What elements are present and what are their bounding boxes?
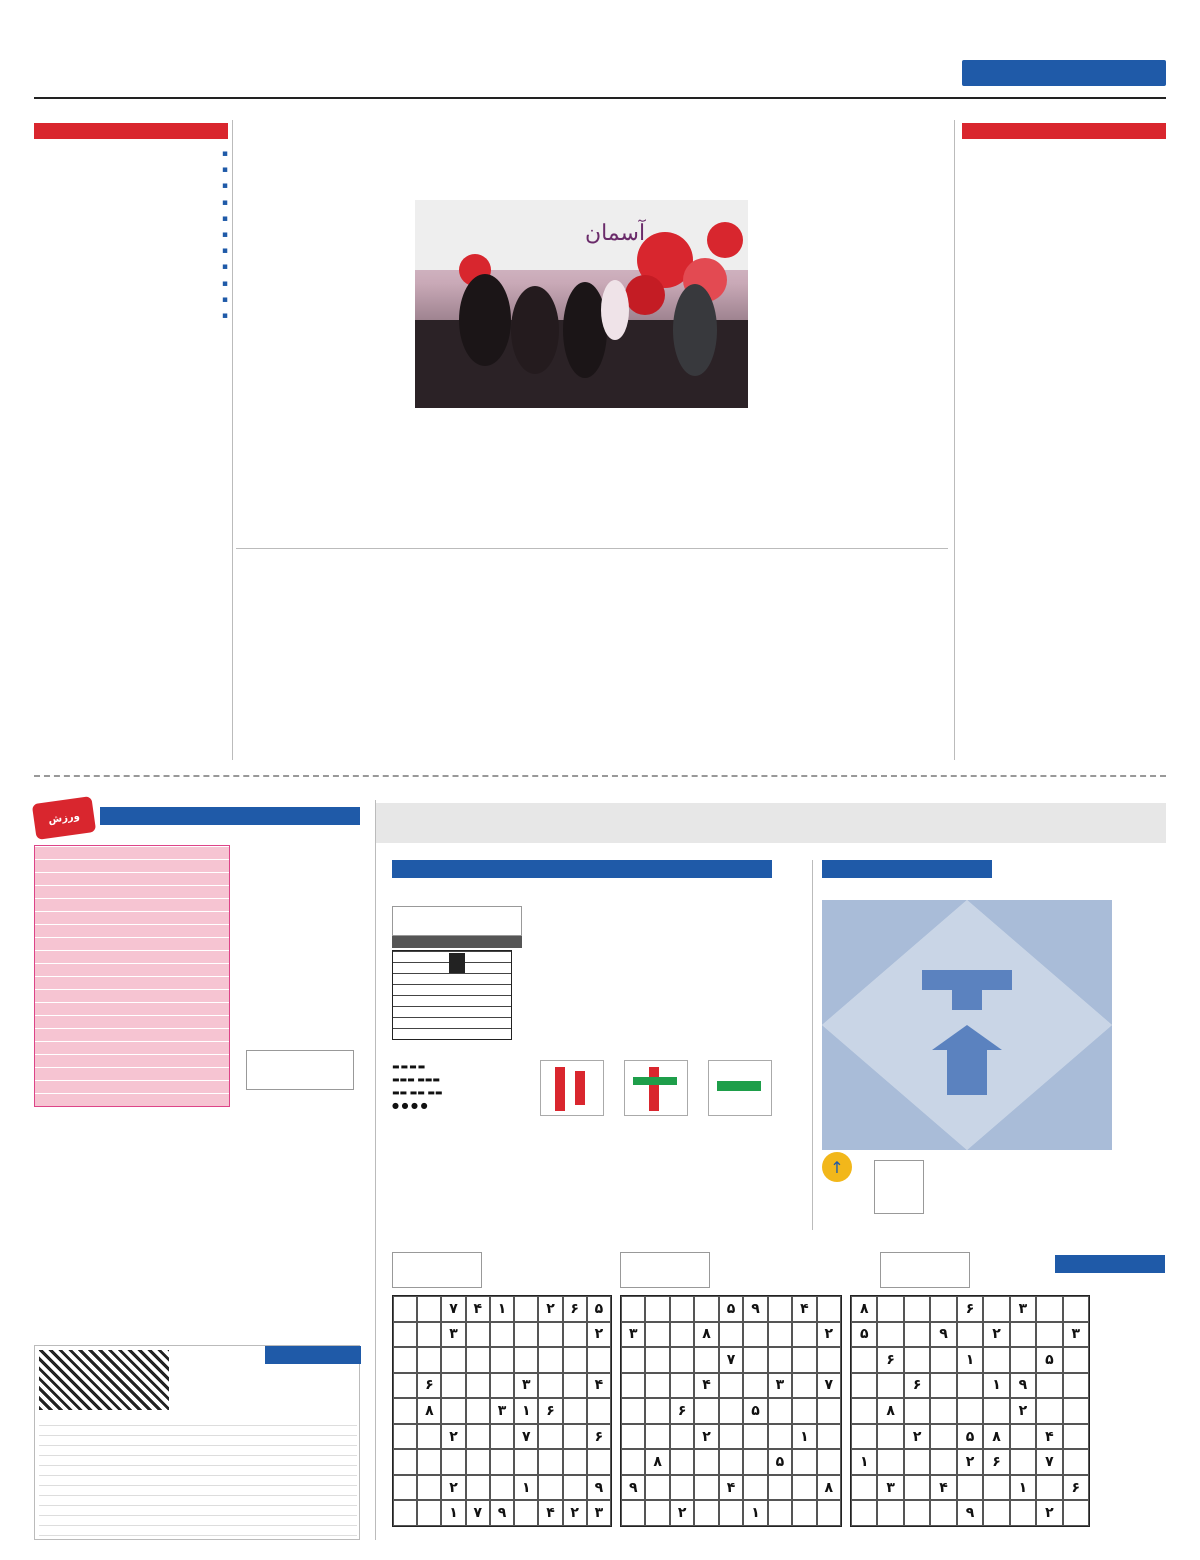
vajeyabi-rules bbox=[236, 846, 360, 952]
sudoku-timer-medium bbox=[620, 1252, 710, 1288]
naiab-level bbox=[392, 936, 522, 948]
main-col-1 bbox=[752, 200, 948, 530]
story-school-note bbox=[236, 562, 466, 592]
vajeyabi-tips bbox=[236, 962, 360, 1022]
vajeyabi-timer bbox=[246, 1050, 354, 1090]
main-col-5 bbox=[236, 200, 410, 405]
answers-grid bbox=[39, 1418, 357, 1536]
answers-title bbox=[265, 1346, 361, 1364]
list-item bbox=[34, 213, 228, 226]
right-column bbox=[962, 146, 1166, 654]
vajeyabi-title bbox=[100, 807, 360, 825]
word-search-grid bbox=[34, 845, 230, 1107]
story-un-body bbox=[474, 564, 718, 720]
divider bbox=[236, 548, 948, 549]
main-photo bbox=[415, 200, 748, 408]
sudoku-grid-medium: ۴ ۹ ۵ ۲ ۸ ۳ ۷ ۷ ۳ ۴ ۵ ۶ ۱ ۲ ۵ ۸ ۸ ۴ ۹ ۱ ۲ bbox=[620, 1295, 842, 1527]
list-item bbox=[34, 164, 228, 177]
people-talk-list bbox=[34, 148, 228, 323]
maama-title bbox=[822, 860, 992, 878]
fun-logo: ورزش bbox=[32, 796, 96, 840]
list-item bbox=[34, 197, 228, 210]
sudoku-grid-easy: ۵ ۶ ۲ ۱ ۴ ۷ ۲ ۳ ۴ ۳ ۶ ۶ ۱ ۳ ۸ ۶ ۷ ۲ ۹ ۱ ۲ ۳ ۲ ۴ ۹ ۷ ۱ bbox=[392, 1295, 612, 1527]
maama-timer bbox=[874, 1160, 924, 1214]
divider bbox=[812, 860, 813, 1230]
item-bus-body bbox=[962, 152, 1166, 334]
item-antenna-body bbox=[962, 486, 1166, 654]
header-rule bbox=[34, 97, 1166, 99]
naiab-timer bbox=[392, 906, 522, 936]
puzzle-banner bbox=[375, 803, 1166, 843]
maama-caption bbox=[930, 1156, 1112, 1236]
item-trash-body bbox=[962, 356, 1166, 468]
list-item bbox=[34, 310, 228, 323]
divider bbox=[375, 800, 376, 1540]
answers-image bbox=[39, 1350, 169, 1410]
story-kermanshah bbox=[236, 608, 466, 734]
naiab-fleet-legend: ▬▬▬▬ ▬▬▬ ▬▬▬ ▬▬ ▬▬ ▬▬ ● ● ● ● bbox=[392, 1062, 443, 1110]
sudoku-rules bbox=[1095, 1296, 1165, 1416]
vajeyabi-text bbox=[34, 1118, 360, 1334]
sudoku-grid-hard: ۳ ۶ ۸ ۳ ۲ ۹ ۵ ۵ ۱ ۶ ۹ ۱ ۶ ۲ ۸ ۴ ۸ ۵ ۲ ۷ ۶ ۲ ۱ ۶ ۱ ۴ ۳ ۲ ۹ bbox=[850, 1295, 1090, 1527]
svg-text:آسمان: آسمان bbox=[584, 221, 646, 246]
list-item bbox=[34, 229, 228, 242]
list-item bbox=[34, 261, 228, 274]
maama-answer-icon: ↑ bbox=[822, 1152, 852, 1182]
story-waqf bbox=[726, 560, 948, 740]
naiab-intro bbox=[540, 900, 772, 956]
story-un bbox=[474, 560, 718, 720]
people-talk-bar bbox=[34, 123, 228, 139]
masthead bbox=[34, 60, 1166, 94]
sudoku-title bbox=[1055, 1255, 1165, 1273]
main-col-4 bbox=[236, 408, 410, 528]
main-col-3 bbox=[415, 408, 578, 528]
follow-up-bar bbox=[962, 123, 1166, 139]
sudoku-timer-easy bbox=[392, 1252, 482, 1288]
main-col-2 bbox=[583, 408, 748, 528]
left-column bbox=[34, 148, 228, 760]
list-item bbox=[34, 278, 228, 291]
category-label bbox=[962, 60, 1166, 86]
section-divider bbox=[34, 775, 1166, 777]
sudoku-timer-hard bbox=[880, 1252, 970, 1288]
naiab-examples bbox=[540, 1060, 772, 1120]
maama-figure bbox=[822, 900, 1112, 1150]
list-item bbox=[34, 180, 228, 193]
list-item bbox=[34, 148, 228, 161]
naiab-title bbox=[392, 860, 772, 878]
divider bbox=[232, 120, 233, 760]
list-item bbox=[34, 245, 228, 258]
answers-box bbox=[34, 1345, 360, 1540]
divider bbox=[954, 120, 955, 760]
naiab-grid bbox=[392, 950, 512, 1040]
list-item bbox=[34, 294, 228, 307]
